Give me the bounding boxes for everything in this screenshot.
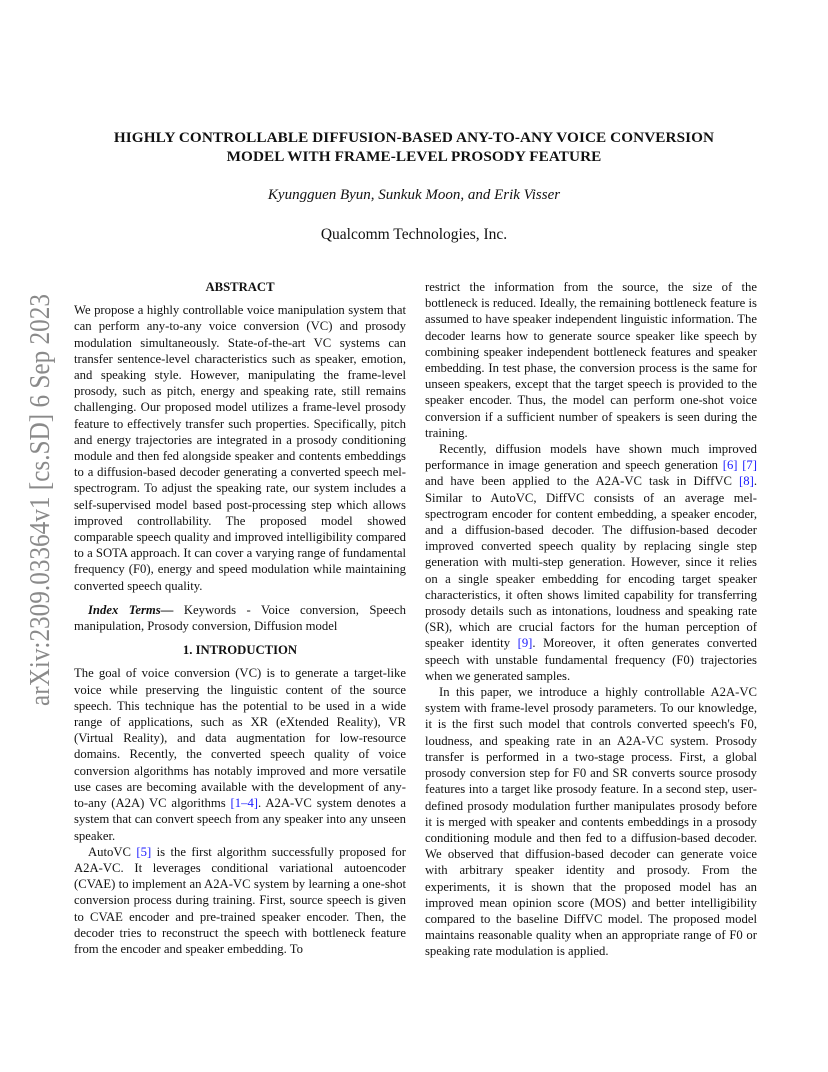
citation-link[interactable]: [1–4] — [230, 796, 259, 811]
citation-link[interactable]: [8] — [739, 474, 754, 489]
intro-paragraph-2 — [74, 844, 406, 957]
arxiv-identifier-text: arXiv:2309.03364v1 [cs.SD] 6 Sep 2023 — [25, 290, 56, 706]
index-terms-text: Keywords - Voice conversion, Speech manipulation, Prosody conversion, Diffusion model — [74, 602, 406, 634]
intro-p2-text-a: AutoVC — [88, 844, 137, 859]
paper-title — [60, 128, 768, 166]
intro-p2-text-b: is the first algorithm successfully proposed for A2A-VC. It leverages conditional variational autoencoder (CVAE) to implement an A2A-VC system by learning a one-shot conversion process during training. First, source speech is given to CVAE encoder and pre-trained speaker encoder. Then, the decoder tries to reconstruct the speech with bottleneck feature from the encoder and speaker embedding. To — [74, 844, 407, 956]
paper-title-line-1: HIGHLY CONTROLLABLE DIFFUSION-BASED ANY-TO-ANY VOICE CONVERSION — [113, 129, 715, 146]
author-list: Kyungguen Byun, Sunkuk Moon, and Erik Visser — [267, 187, 561, 203]
index-terms — [74, 602, 406, 634]
intro-paragraph-4 — [425, 441, 757, 684]
right-column — [425, 279, 757, 960]
affiliation: Qualcomm Technologies, Inc. — [320, 226, 508, 243]
abstract-paragraph: We propose a highly controllable voice manipulation system that can perform any-to-any voice conversion (VC) and prosody modulation simultaneously. State-of-the-art VC systems can transfer sentence-level characteristics such as speaker, emotion, and speaking style. However, manipulating the frame-level prosody, such as pitch, energy and speaking rate, still remains challenging. Our proposed model utilizes a frame-level prosody feature to effectively transfer such properties. Specifically, pitch and energy trajectories are integrated in a prosody conditioning module and then fed alongside speaker and contents embeddings to a diffusion-based decoder generating a converted speech mel-spectrogram. To adjust the speaking rate, our system includes a self-supervised model based post-processing step which allows improved controllability. The proposed model showed comparable speech quality and improved intelligibility compared to a SOTA approach. It can cover a varying range of fundamental frequency (F0), energy and speed modulation while maintaining converted speech quality. — [74, 303, 406, 593]
intro-p4-text-a: Recently, diffusion models have shown much improved performance in image generation and speech generation — [425, 442, 757, 473]
citation-link[interactable]: [5] — [136, 844, 152, 859]
intro-p1-text-a: The goal of voice conversion (VC) is to generate a target-like voice while preserving the linguistic content of the source speech. This technique has the potential to be used in a wide range of applications, such as XR (eXtended Reality), VR (Virtual Reality), and data augmentation for low-resource domains. Recently, the converted speech quality of voice conversion algorithms has notably improved and more versatile use cases are becoming available with the development of any-to-any (A2A) VC algorithms — [74, 666, 406, 811]
intro-paragraph-3: restrict the information from the source, the size of the bottleneck is reduced. Ideally, the remaining bottleneck feature is assumed to have speaker independent linguistic information. The decoder learns how to generate source speaker like speech by combining speaker independent bottleneck features and speaker embedding. In test phase, the conversion process is the same for unseen speakers, except that the target speech is provided to the speaker encoder. Thus, the model can perform one-shot voice conversion if a sufficient number of speakers is seen during the training. — [425, 280, 757, 440]
intro-p4-text-c: and have been applied to the A2A-VC task in DiffVC — [425, 474, 740, 489]
intro-paragraph-5: In this paper, we introduce a highly controllable A2A-VC system with frame-level prosody parameters. To our knowledge, it is the first such model that controls converted speech's F0, loudness, and speaking rate in an A2A-VC system. Prosody transfer is performed in a two-stage process. First, a global prosody conversion step for F0 and SR converts source prosody features into a target like prosody feature. In a second step, user-defined prosody modulation further manipulates prosody before it is merged with speaker and contents embeddings in a prosody conditioning module and then fed to a diffusion-based decoder. We observed that diffusion-based decoder can generate voice with arbitrary speaker identity and prosody. From the experiments, it is shown that the proposed model has an improved mean opinion score (MOS) and better intelligibility compared to the baseline DiffVC model. The proposed model maintains reasonable quality when an appropriate range of F0 or speaking rate modulation is applied. — [425, 685, 757, 959]
left-column — [74, 279, 406, 957]
arxiv-identifier-stamp — [10, 290, 60, 710]
citation-link[interactable]: [7] — [742, 458, 757, 473]
citation-link[interactable]: [9] — [517, 636, 533, 651]
index-terms-label: Index Terms— — [88, 602, 174, 617]
introduction-heading: 1. INTRODUCTION — [182, 643, 298, 658]
intro-p4-text-d: . Similar to AutoVC, DiffVC consists of an average mel-spectrogram encoder for content embedding, a speaker encoder, and a diffusion-based decoder. The diffusion-based decoder improved converted speech quality by replacing single step generation with multi-step generation. However, since it relies on a single speaker embedding for encoding target speaker characteristics, it often shows limited capability for transferring prosody details such as intonations, loudness and speaking rate (SR), which are crucial factors for the human perception of speaker identity — [425, 474, 757, 651]
intro-paragraph-1 — [74, 665, 406, 843]
intro-p4-text-e: . Moreover, it often generates converted speech with unstable fundamental frequency (F0) trajectories when we generated samples. — [425, 636, 757, 683]
paper-title-line-2: MODEL WITH FRAME-LEVEL PROSODY FEATURE — [226, 148, 602, 165]
citation-link[interactable]: [6] — [722, 458, 738, 473]
abstract-heading: ABSTRACT — [205, 280, 275, 294]
intro-p1-text-b: . A2A-VC system denotes a system that can convert speech from any speaker into any unseen speaker. — [74, 796, 406, 843]
